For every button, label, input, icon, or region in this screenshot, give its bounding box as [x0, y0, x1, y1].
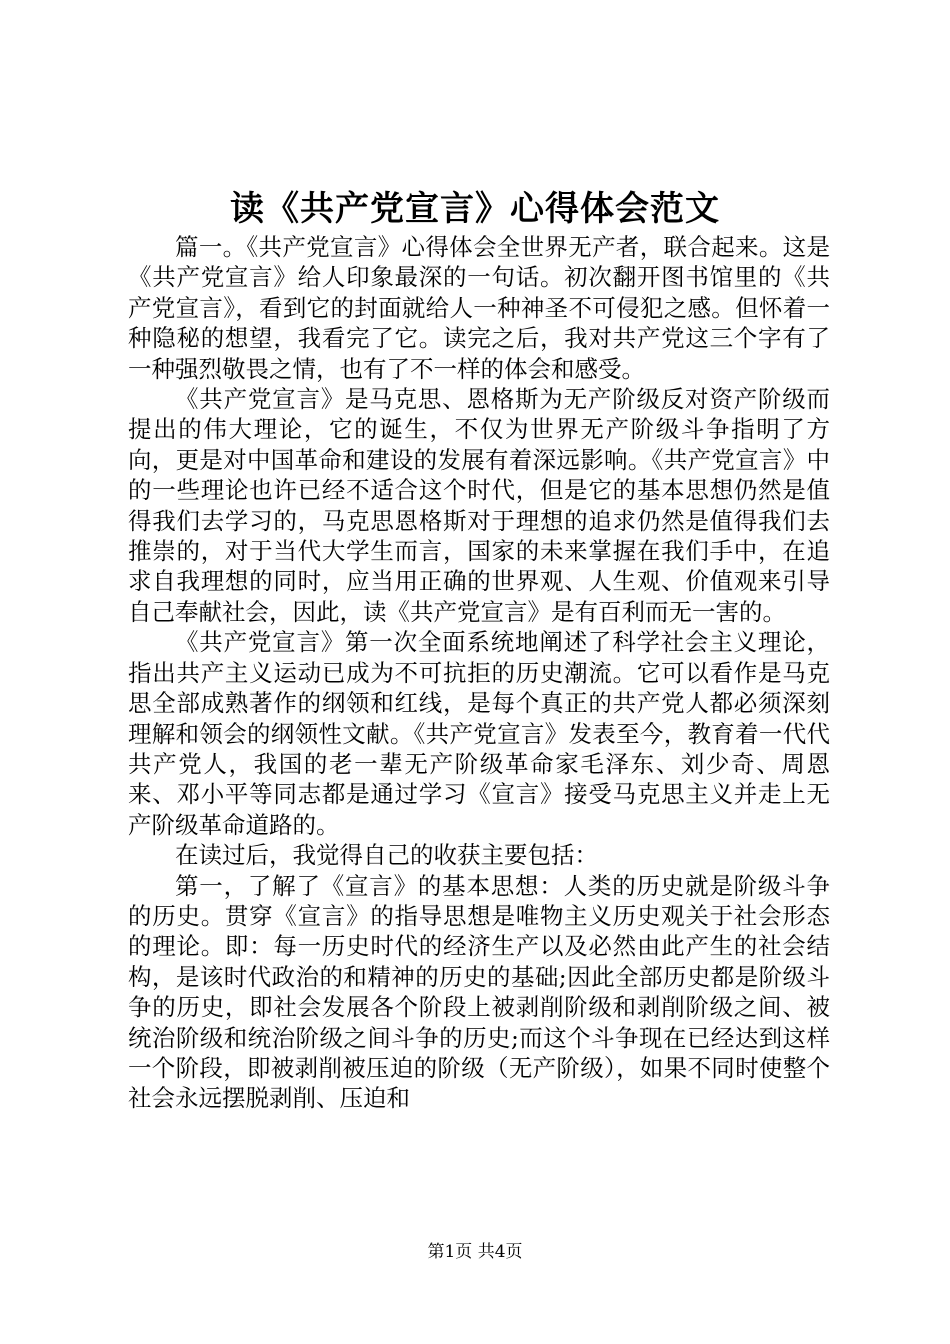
paragraph: 《共产党宣言》是马克思、恩格斯为无产阶级反对资产阶级而提出的伟大理论，它的诞生，不仅为世界无产阶级斗争指明了方向，更是对中国革命和建设的发展有着深远影响。《共产党宣言》中的一些理论也许已经不适合这个时代，但是它的基本思想仍然是值得我们去学习的，马克思恩格斯对于理想的追求仍然是值得我们去推崇的，对于当代大学生而言，国家的未来掌握在我们手中，在追求自我理想的同时，应当用正确的世界观、人生观、价值观来引导自己奉献社会，因此，读《共产党宣言》是有百利而无一害的。: [128, 385, 830, 626]
paragraph: 《共产党宣言》第一次全面系统地阐述了科学社会主义理论，指出共产主义运动已成为不可抗拒的历史潮流。它可以看作是马克思全部成熟著作的纲领和红线，是每个真正的共产党人都必须深刻理解和领会的纲领性文献。《共产党宣言》发表至今，教育着一代代共产党人，我国的老一辈无产阶级革命家毛泽东、刘少奇、周恩来、邓小平等同志都是通过学习《宣言》接受马克思主义并走上无产阶级革命道路的。: [128, 628, 830, 839]
document-body: [128, 232, 830, 1114]
paragraph: 第一，了解了《宣言》的基本思想：人类的历史就是阶级斗争的历史。贯穿《宣言》的指导思想是唯物主义历史观关于社会形态的理论。即：每一历史时代的经济生产以及必然由此产生的社会结构，是该时代政治的和精神的历史的基础;因此全部历史都是阶级斗争的历史，即社会发展各个阶段上被剥削阶级和剥削阶级之间、被统治阶级和统治阶级之间斗争的历史;而这个斗争现在已经达到这样一个阶段，即被剥削被压迫的阶级（无产阶级），如果不同时使整个社会永远摆脱剥削、压迫和: [128, 871, 830, 1113]
page-footer: 第1页 共4页: [427, 1242, 523, 1262]
document-title: 读《共产党宣言》心得体会范文: [230, 189, 720, 229]
paragraph: 篇一。《共产党宣言》心得体会全世界无产者，联合起来。这是《共产党宣言》给人印象最深的一句话。初次翻开图书馆里的《共产党宣言》，看到它的封面就给人一种神圣不可侵犯之感。但怀着一种隐秘的想望，我看完了它。读完之后，我对共产党这三个字有了一种强烈敬畏之情，也有了不一样的体会和感受。: [128, 233, 830, 383]
paragraph: 在读过后，我觉得自己的收获主要包括：: [175, 841, 598, 870]
